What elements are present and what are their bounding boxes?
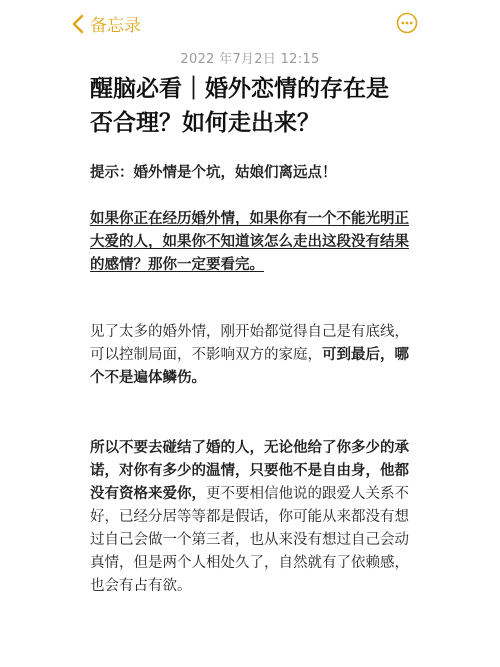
paragraph-2-text: 更不要相信他说的跟爱人关系不好，已经分居等等都是假话，你可能从来都没有想过自己会做一个第三者，也从来没有想过自己会动真情，但是两个人相处久了，自然就有了依赖感，也会有占有欲。 — [90, 486, 409, 594]
paragraph-1-text: 见了太多的婚外情，刚开始都觉得自己是有底线，可以控制局面，不影响双方的家庭， — [90, 324, 409, 363]
note-underlined-paragraph: 如果你正在经历婚外情，如果你有一个不能光明正大爱的人，如果你不知道该怎么走出这段没有结果的感情？那你一定要看完。 — [90, 211, 409, 273]
note-title: 醒脑必看｜婚外恋情的存在是否合理？如何走出来？ — [90, 76, 389, 136]
note-tip: 提示：婚外情是个坑，姑娘们离远点！ — [90, 165, 337, 181]
paragraph-1-emphasis: 可到最后，哪个不是遍体鳞伤。 — [90, 347, 409, 386]
paragraph-2-emphasis: 所以不要去碰结了婚的人，无论他给了你多少的承诺，对你有多少的温情，只要他不是自由身，他都没有资格来爱你， — [90, 440, 409, 502]
more-button[interactable] — [396, 12, 418, 34]
note-paragraph-1 — [90, 321, 410, 390]
more-circle-icon — [396, 12, 418, 34]
navigation-bar — [0, 0, 500, 44]
back-button[interactable] — [72, 11, 141, 36]
back-label: 备忘录 — [90, 16, 141, 36]
note-date: 2022 年7月2日 12:15 — [180, 52, 320, 67]
chevron-left-icon — [72, 14, 84, 34]
note-paragraph-2 — [90, 437, 410, 598]
